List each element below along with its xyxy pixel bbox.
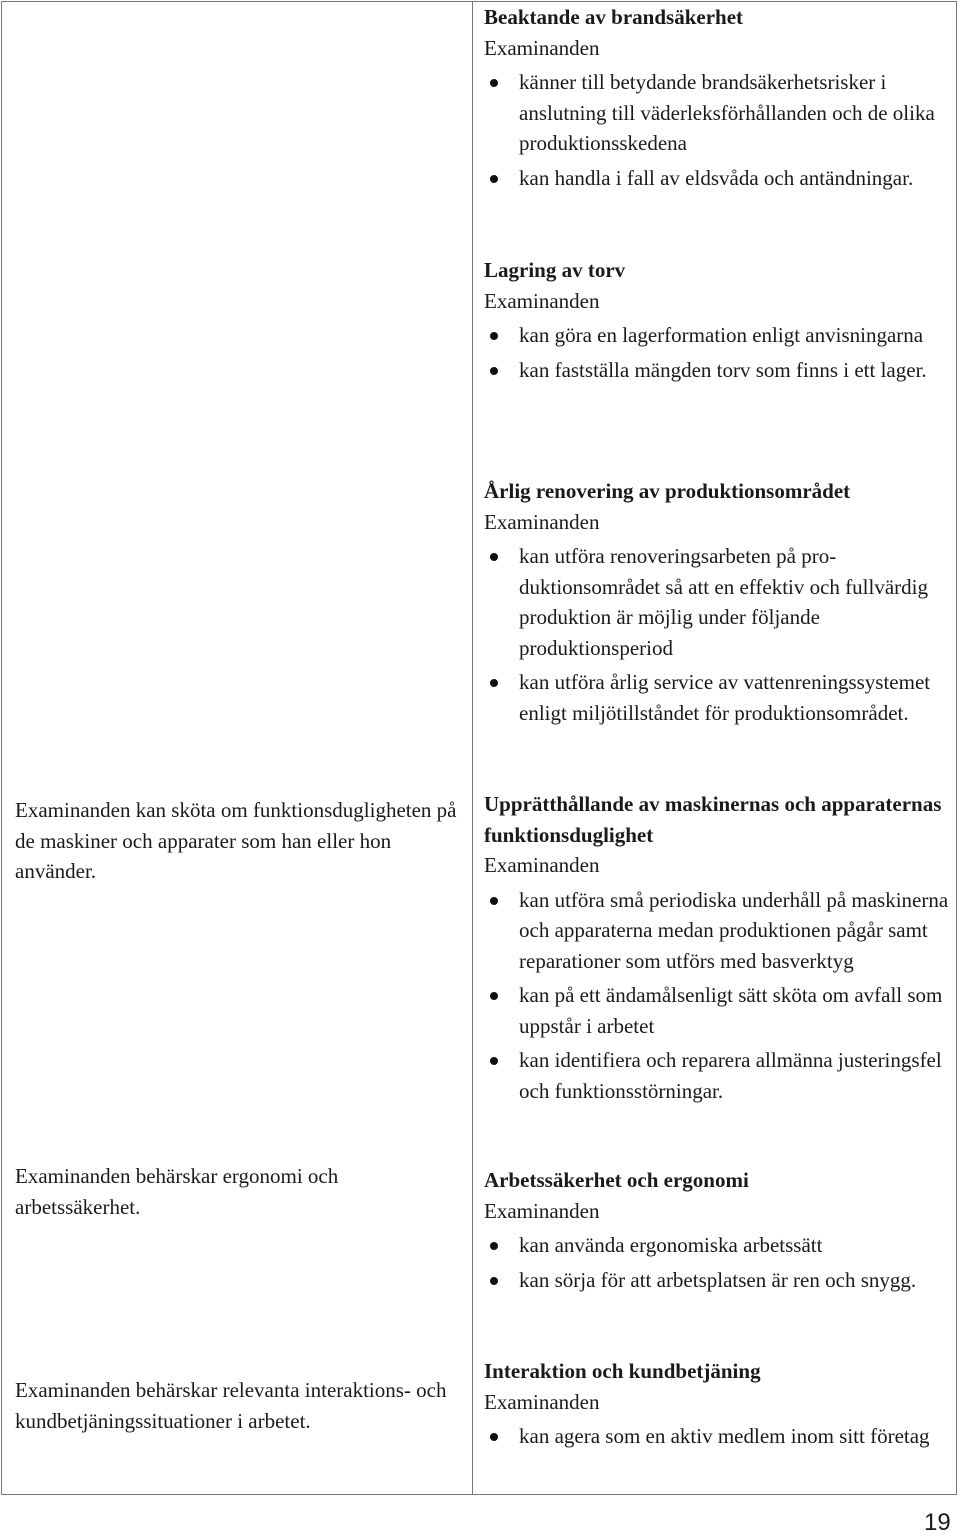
- section-subject: Examinanden: [484, 853, 600, 877]
- section-heading: Upprätthållande av maskinernas och apparaternas funktionsduglighet: [484, 792, 942, 847]
- section-peat-storage: [484, 255, 952, 385]
- list-item: kan fastställa mängden torv som finns i ett lager.: [484, 355, 952, 386]
- criteria-table: [1, 1, 957, 1495]
- section-fire-safety: [484, 2, 952, 193]
- section-subject: Examinanden: [484, 288, 600, 313]
- list-item: kan utföra renoveringsarbeten på produktionsområdet så att en effektiv och fullvärdig produktion är möjlig under följande produktionsperiod: [484, 541, 952, 663]
- page-number: 19: [924, 1509, 951, 1536]
- list-item: kan använda ergonomiska arbetssätt: [484, 1230, 952, 1261]
- bullet-list: [484, 541, 952, 728]
- section-subject: Examinanden: [484, 35, 600, 60]
- list-item: kan identifiera och reparera allmänna justeringsfel och funktionsstörningar.: [484, 1045, 952, 1106]
- bullet-list: [484, 1421, 952, 1452]
- list-item: kan sörja för att arbetsplatsen är ren och snygg.: [484, 1265, 952, 1296]
- section-heading: Arbetssäkerhet och ergonomi: [484, 1168, 749, 1192]
- column-divider: [472, 2, 473, 1494]
- section-heading: Årlig renovering av produktionsområdet: [484, 479, 851, 503]
- list-item: kan utföra årlig service av vattenreningssystemet enligt miljötillståndet för produktionsområdet.: [484, 667, 952, 728]
- bullet-list: [484, 67, 952, 193]
- section-subject: Examinanden: [484, 509, 600, 534]
- section-work-safety: [484, 1165, 952, 1295]
- list-item: kan utföra små periodiska underhåll på maskinerna och apparaterna medan produktionen pågår samt reparationer som utförs med basverktyg: [484, 885, 952, 977]
- bullet-list: [484, 1230, 952, 1295]
- section-heading: Lagring av torv: [484, 258, 626, 282]
- left-criterion-maintenance: Examinanden kan sköta om funktionsdugligheten på de maskiner och apparater som han eller hon använder.: [15, 798, 457, 883]
- list-item: kan handla i fall av eldsvåda och antändningar.: [484, 163, 952, 194]
- list-item: kan agera som en aktiv medlem inom sitt företag: [484, 1421, 952, 1452]
- list-item: känner till betydande brandsäkerhetsrisker i anslutning till väderleksförhållanden och de olika produktionsskedena: [484, 67, 952, 159]
- list-item: kan göra en lagerformation enligt anvisningarna: [484, 320, 952, 351]
- bullet-list: [484, 320, 952, 385]
- bullet-list: [484, 885, 952, 1107]
- section-subject: Examinanden: [484, 1198, 600, 1223]
- left-criterion-ergonomics: Examinanden behärskar ergonomi och arbetssäkerhet.: [15, 1164, 339, 1219]
- section-heading: Interaktion och kundbetjäning: [484, 1359, 761, 1383]
- section-heading: Beaktande av brandsäkerhet: [484, 5, 744, 29]
- section-subject: Examinanden: [484, 1389, 600, 1414]
- section-customer-service: [484, 1356, 952, 1452]
- left-criterion-interaction: Examinanden behärskar relevanta interaktions- och kundbetjäningssituationer i arbetet.: [15, 1378, 447, 1433]
- list-item: kan på ett ändamålsenligt sätt sköta om avfall som uppstår i arbetet: [484, 980, 952, 1041]
- section-annual-renovation: [484, 476, 952, 728]
- section-machine-maintenance: [484, 789, 952, 1106]
